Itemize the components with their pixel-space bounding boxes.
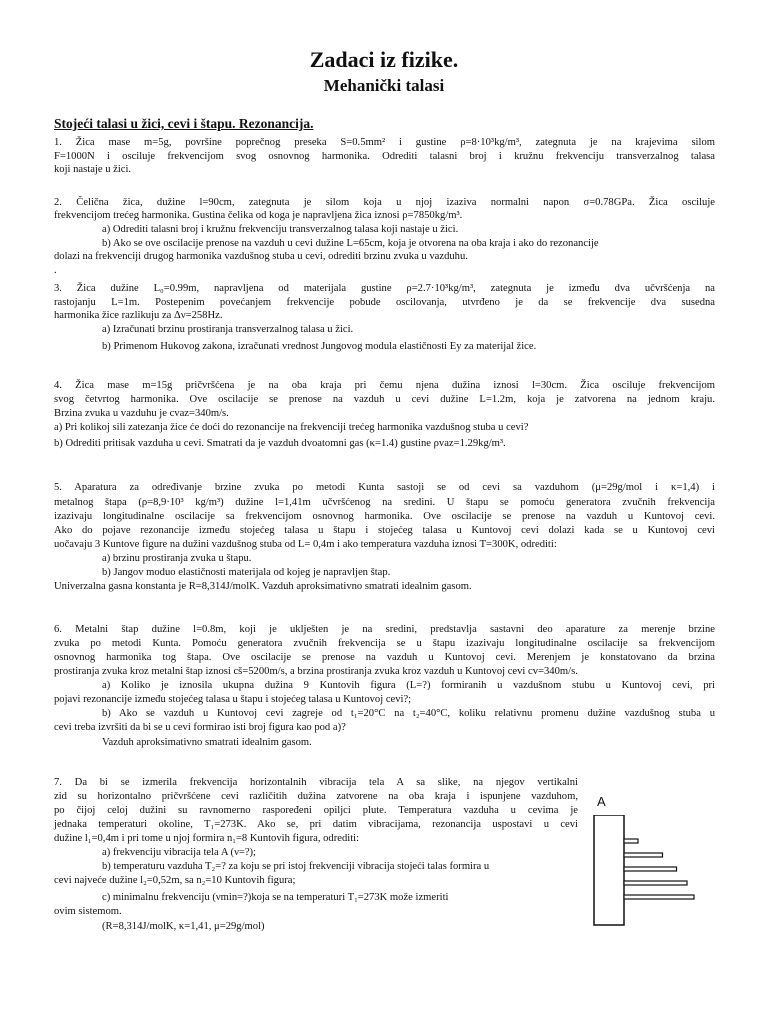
text-line: prostiranja zvuka kroz metalni štap iznosi cš=5200m/s, a brzina prostiranja zvuka kroz vazduh u Kuntovoj cevi cv=340m/s.	[54, 666, 578, 677]
text-line: Univerzalna gasna konstanta je R=8,314J/molK. Vazduh aproksimativno smatrati idealnim gasom.	[54, 581, 472, 592]
text-line: dolazi na frekvenciji drugog harmonika vazdušnog stuba u cevi, odrediti brzinu zvuka u vazduhu.	[54, 251, 468, 262]
text-line: 4. Žica mase m=15g pričvršćena je na oba kraja pri čemu njena dužina iznosi l=30cm. Žica osciluje frekvencijom	[54, 380, 715, 391]
text-line: zid su horizontalno pričvršćene cevi različitih dužina zatvorene na oba kraja i ispunjene vazduhom,	[54, 791, 578, 802]
text-line: izazivaju longitudinalne oscilacije sa frekvencijom osnovnog harmonika. Ove oscilacije se prenose na vazduh u Kuntovoj cevi.	[54, 511, 715, 522]
text-line: b) Jangov moduo elastičnosti materijala od kojeg je napravljen štap.	[102, 567, 391, 578]
section-heading: Stojeći talasi u žici, cevi i štapu. Rezonancija.	[54, 116, 314, 131]
text-line: (R=8,314J/molK, κ=1,41, μ=29g/mol)	[102, 921, 265, 932]
tube	[624, 867, 677, 871]
text-line: b) Ako se vazduh u Kuntovoj cevi zagreje od t₁=20°C na t₂=40°C, koliku relativnu promenu dužine vazdušnog stuba u	[102, 708, 715, 719]
text-line: b) Odrediti pritisak vazduha u cevi. Smatrati da je vazduh dvoatomni gas (κ=1.4) gustine ρvaz=1.29kg/m³.	[54, 438, 506, 449]
text-line: 5. Aparatura za određivanje brzine zvuka po metodi Kunta sastoji se od cevi sa vazduhom (μ=29g/mol i κ=1,4) i	[54, 482, 715, 493]
text-line: koji nastaje u žici.	[54, 164, 132, 175]
text-line: uočavaju 3 Kuntove figure na dužini vazdušnog stuba od L= 0,4m i ako temperatura vazduha iznosi T=300K, odrediti:	[54, 539, 557, 550]
text-line: 2. Čelična žica, dužine l=90cm, zategnuta je silom koja u njoj izaziva normalni napon σ=0.78GPa. Žica osciluje	[54, 197, 715, 208]
text-line: b) temperaturu vazduha T₂=? za koju se pri istoj frekvenciji vibracija stojeći talas formira u	[102, 861, 490, 872]
text-line: 7. Da bi se izmerila frekvencija horizontalnih vibracija tela A sa slike, na njegov vertikalni	[54, 777, 578, 788]
text-line: cevi treba izvršiti da bi se u cevi formirao isti broj figura kao pod a)?	[54, 722, 346, 733]
document-subtitle: Mehanički talasi	[323, 76, 445, 95]
text-line: c) minimalnu frekvenciju (νmin=?)koja se na temperaturi T₁=273K može izmeriti	[102, 892, 449, 903]
text-line: 1. Žica mase m=5g, površine poprečnog preseka S=0.5mm² i gustine ρ=8·10³kg/m³, zategnuta je na krajevima silom	[54, 137, 715, 148]
text-line: rastojanju L=1m. Postepenim povećanjem frekvencije pobude oscilovanja, utvrđeno je da se frekvencije dva susedna	[54, 297, 715, 308]
text-line: a) Pri kolikoj sili zatezanja žice će doći do rezonancije na frekvenciji trećeg harmonika vazdušnog stuba u cevi?	[54, 422, 529, 433]
text-line: jednaka temperaturi okoline, T₁=273K. Ako se, pri datim vibracijama, rezonancija uspostavi u cevi	[54, 819, 578, 830]
text-line: Ako do pojave rezonancije između stojećeg talasa u štapu i stojećeg talasa u Kuntovoj cevi dolazi kada se u Kuntovoj cevi	[54, 525, 715, 536]
text-line: harmonika žice razlikuju za Δν=258Hz.	[54, 310, 223, 321]
tube	[624, 853, 663, 857]
figure-label: A	[597, 794, 606, 809]
text-line: po čijoj celoj dužini su ravnomerno raspoređeni opiljci plute. Temperatura vazduha u cevima je	[54, 805, 578, 816]
text-line: frekvencijom trećeg harmonika. Gustina čelika od koga je napravljena žica iznosi ρ=7850kg/m³.	[54, 210, 463, 221]
text-line: Brzina zvuka u vazduhu je cvaz=340m/s.	[54, 408, 229, 419]
tube	[624, 881, 687, 885]
text-line: Vazduh aproksimativno smatrati idealnim gasom.	[102, 737, 312, 748]
tube	[624, 895, 694, 899]
text-line: metalnog štapa (ρ=8,9·10³ kg/m³) dužine l=1,41m učvršćenog na sredini. U štapu se pomoću generatora zvučnih frekvencija	[54, 497, 715, 508]
text-line: a) Izračunati brzinu prostiranja transverzalnog talasa u žici.	[102, 324, 354, 335]
body-a	[594, 815, 624, 925]
tube	[624, 839, 638, 843]
text-line: 3. Žica dužine L₀=0.99m, napravljena od materijala gustine ρ=2.7·10³kg/m³, zategnuta je između dva učvršćenja na	[54, 283, 715, 294]
text-line: a) Koliko je iznosila ukupna dužina 9 Kuntovih figura (L=?) formiranih u vazdušnom stubu u Kuntovoj cevi, pri	[102, 680, 715, 691]
figure-body-a-with-tubes	[590, 815, 700, 935]
text-line: b) Ako se ove oscilacije prenose na vazduh u cevi dužine L=65cm, koja je otvorena na oba kraja i ako do rezonancije	[102, 238, 599, 249]
text-line: ovim sistemom.	[54, 906, 122, 917]
text-line: a) frekvenciju vibracija tela A (ν=?);	[102, 847, 257, 858]
text-line: .	[54, 265, 57, 276]
text-line: 6. Metalni štap dužine l=0.8m, koji je uklješten je na sredini, predstavlja sastavni deo aparature za merenje brzine	[54, 624, 715, 635]
text-line: cevi najveće dužine l₂=0,52m, sa n₂=10 Kuntovih figura;	[54, 875, 296, 886]
document-title: Zadaci iz fizike.	[309, 47, 459, 72]
text-line: pojavi rezonancije između stojećeg talasa u štapu i stojećeg talasa u Kuntovoj cevi?;	[54, 694, 412, 705]
text-line: osnovnog harmonika tog štapa. Ove oscilacije se prenose na vazduh u Kuntovoj cevi. Merenjem je konstatovano da brzina	[54, 652, 715, 663]
text-line: zvuka po metodi Kunta. Pomoću generatora zvučnih frekvencija se u štapu izazivaju longitudinalne oscilacije sa frekvencijom	[54, 638, 715, 649]
text-line: svog četvrtog harmonika. Ove oscilacije se prenose na vazduh u cevi dužine L=1.2m, koja je zatvorena na jednom kraju.	[54, 394, 715, 405]
text-line: F=1000N i osciluje frekvencijom svog osnovnog harmonika. Odrediti talasni broj i kružnu frekvenciju transverzalnog talasa	[54, 151, 715, 162]
text-line: a) Odrediti talasni broj i kružnu frekvenciju transverzalnog talasa koji nastaje u žici.	[102, 224, 459, 235]
text-line: b) Primenom Hukovog zakona, izračunati vrednost Jungovog modula elastičnosti Ey za materijal žice.	[102, 341, 537, 352]
text-line: dužine l₁=0,4m i pri tome u njoj formira n₁=8 Kuntovih figura, odrediti:	[54, 833, 360, 844]
text-line: a) brzinu prostiranja zvuka u štapu.	[102, 553, 252, 564]
